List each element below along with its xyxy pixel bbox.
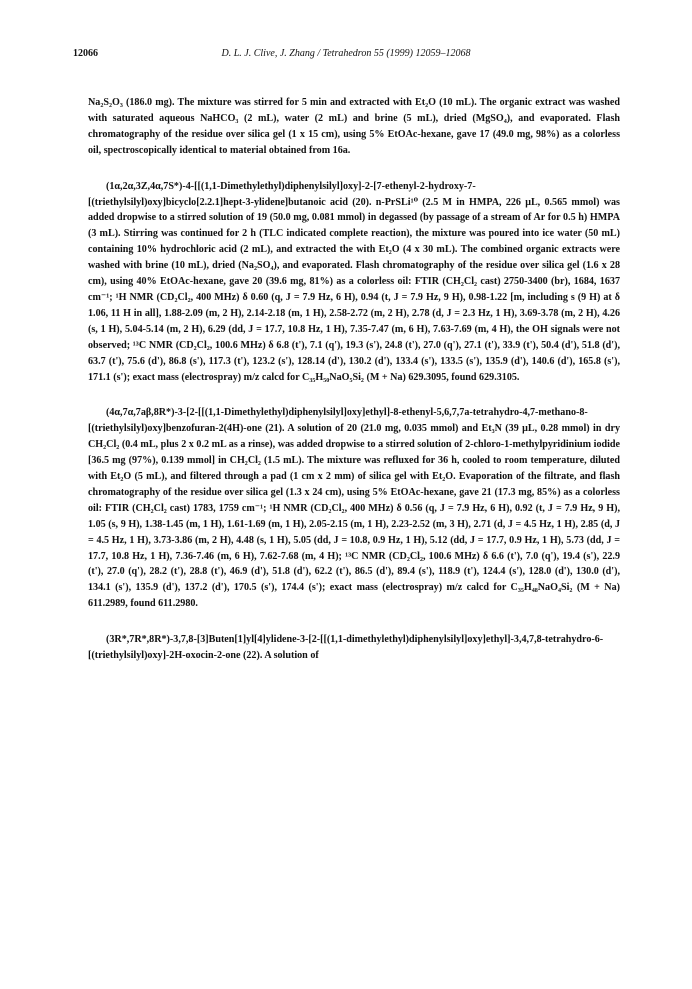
paragraph-compound-20: (1α,2α,3Z,4α,7S*)-4-[[(1,1-Dimethylethyl)diphenylsilyl]oxy]-2-[7-ethenyl-2-hydroxy-7-[(triethylsilyl)oxy]bicyclo[2.2.1]hept-3-ylidene]butanoic acid (20). n-PrSLi¹⁰ (2.5 M in HMPA, 226 μL, 0.565 mmol) was added dropwise to a stirred solution of 19 (50.0 mg, 0.081 mmol) in degassed (by passage of a stream of Ar for 0.5 h) HMPA (3 mL). Stirring was continued for 2 h (TLC indicated complete reaction), the mixture was poured into ice water (50 mL) containing 10% hydrochloric acid (2 mL), and extracted the with Et₂O (4 x 30 mL). The combined organic extracts were washed with brine (10 mL), dried (Na₂SO₄), and evaporated. Flash chromatography of the residue over silica gel (1.6 x 28 cm), using 40% EtOAc-hexane, gave 20 (39.6 mg, 81%) as a colorless oil: FTIR (CH₂Cl₂ cast) 2750-3400 (br), 1684, 1637 cm⁻¹; ¹H NMR (CD₂Cl₂, 400 MHz) δ 0.60 (q, J = 7.9 Hz, 6 H), 0.94 (t, J = 7.9 Hz, 9 H), 0.98-1.22 [m, including s (9 H) at δ 1.06, 11 H in all], 1.88-2.09 (m, 2 H), 2.14-2.18 (m, 1 H), 2.58-2.72 (m, 2 H), 2.78 (d, J = 2.3 Hz, 1 H), 3.69-3.78 (m, 2 H), 4.26 (s, 1 H), 5.04-5.14 (m, 2 H), 6.29 (dd, J = 17.7, 10.8 Hz, 1 H), 7.35-7.47 (m, 6 H), 7.63-7.69 (m, 4 H), the OH signals were not observed; ¹³C NMR (CD₂Cl₂, 100.6 MHz) δ 6.8 (t'), 7.1 (q'), 19.3 (s'), 24.8 (t'), 27.0 (q'), 27.1 (t'), 33.9 (t'), 50.4 (d'), 51.8 (d'), 63.7 (t'), 75.6 (d'), 86.8 (s'), 117.3 (t'), 123.2 (s'), 128.14 (d'), 130.2 (d'), 133.4 (s'), 133.5 (s'), 135.9 (d'), 140.6 (d'), 165.8 (s'), 171.1 (s'); exact mass (electrospray) m/z calcd for C₃₅H₅₀NaO₅Si₂ (M + Na) 629.3095, found 629.3105. xyxy=(88,180,620,383)
page-number: 12066 xyxy=(73,48,98,59)
paragraph-continuation: Na₂S₂O₃ (186.0 mg). The mixture was stirred for 5 min and extracted with Et₂O (10 mL). The organic extract was washed with saturated aqueous NaHCO₃ (2 mL), water (2 mL) and brine (5 mL), dried (MgSO₄), and evaporated. Flash chromatography of the residue over silica gel (1 x 15 cm), using 5% EtOAc-hexane, gave 17 (49.0 mg, 98%) as a colorless oil, spectroscopically identical to material obtained from 16a. xyxy=(88,97,620,156)
page-header xyxy=(0,46,692,62)
article-body xyxy=(88,95,620,664)
paragraph-compound-21: (4α,7α,7aβ,8R*)-3-[2-[[(1,1-Dimethylethyl)diphenylsilyl]oxy]ethyl]-8-ethenyl-5,6,7,7a-tetrahydro-4,7-methano-8-[(triethylsilyl)oxy]benzofuran-2(4H)-one (21). A solution of 20 (21.0 mg, 0.035 mmol) and Et₃N (39 μL, 0.28 mmol) in dry CH₂Cl₂ (0.4 mL, plus 2 x 0.2 mL as a rinse), was added dropwise to a stirred solution of 2-chloro-1-methylpyridinium iodide [36.5 mg (97%), 0.139 mmol] in CH₂Cl₂ (1.5 mL). The mixture was refluxed for 36 h, cooled to room temperature, diluted with Et₂O (5 mL), and filtered through a pad (1 cm x 2 mm) of silica gel with Et₂O. Evaporation of the filtrate, and flash chromatography of the residue over silica gel (1.3 x 24 cm), using 5% EtOAc-hexane, gave 21 (17.3 mg, 85%) as a colorless oil: FTIR (CH₂Cl₂ cast) 1783, 1759 cm⁻¹; ¹H NMR (CD₂Cl₂, 400 MHz) δ 0.56 (q, J = 7.9 Hz, 6 H), 0.92 (t, J = 7.9 Hz, 9 H), 1.05 (s, 9 H), 1.38-1.45 (m, 1 H), 1.61-1.69 (m, 1 H), 2.05-2.15 (m, 1 H), 2.23-2.52 (m, 3 H), 2.71 (d, J = 4.5 Hz, 1 H), 2.85 (d, J = 4.5 Hz, 1 H), 3.73-3.86 (m, 2 H), 4.48 (s, 1 H), 5.05 (dd, J = 10.8, 0.9 Hz, 1 H), 5.12 (dd, J = 17.7, 0.9 Hz, 1 H), 5.73 (dd, J = 17.7, 10.8 Hz, 1 H), 7.36-7.46 (m, 6 H), 7.62-7.68 (m, 4 H); ¹³C NMR (CD₂Cl₂, 100.6 MHz) δ 6.6 (t'), 7.0 (q'), 19.4 (s'), 22.9 (t'), 27.0 (q'), 28.2 (t'), 28.8 (t'), 46.9 (d'), 51.8 (d'), 62.2 (t'), 86.5 (d'), 89.4 (s'), 118.9 (t'), 124.4 (s'), 128.0 (d'), 130.0 (d'), 134.1 (s'), 135.9 (d'), 137.2 (d'), 170.5 (s'), 174.4 (s'); exact mass (electrospray) m/z calcd for C₃₅H₄₈NaO₄Si₂ (M + Na) 611.2989, found 611.2980. xyxy=(88,407,620,610)
running-head: D. L. J. Clive, J. Zhang / Tetrahedron 55 (1999) 12059–12068 xyxy=(221,48,471,59)
paragraph-compound-22: (3R*,7R*,8R*)-3,7,8-[3]Buten[1]yl[4]ylidene-3-[2-[[(1,1-dimethylethyl)diphenylsilyl]oxy]ethyl]-3,4,7,8-tetrahydro-6-[(triethylsilyl)oxy]-2H-oxocin-2-one (22). A solution of xyxy=(88,634,604,662)
